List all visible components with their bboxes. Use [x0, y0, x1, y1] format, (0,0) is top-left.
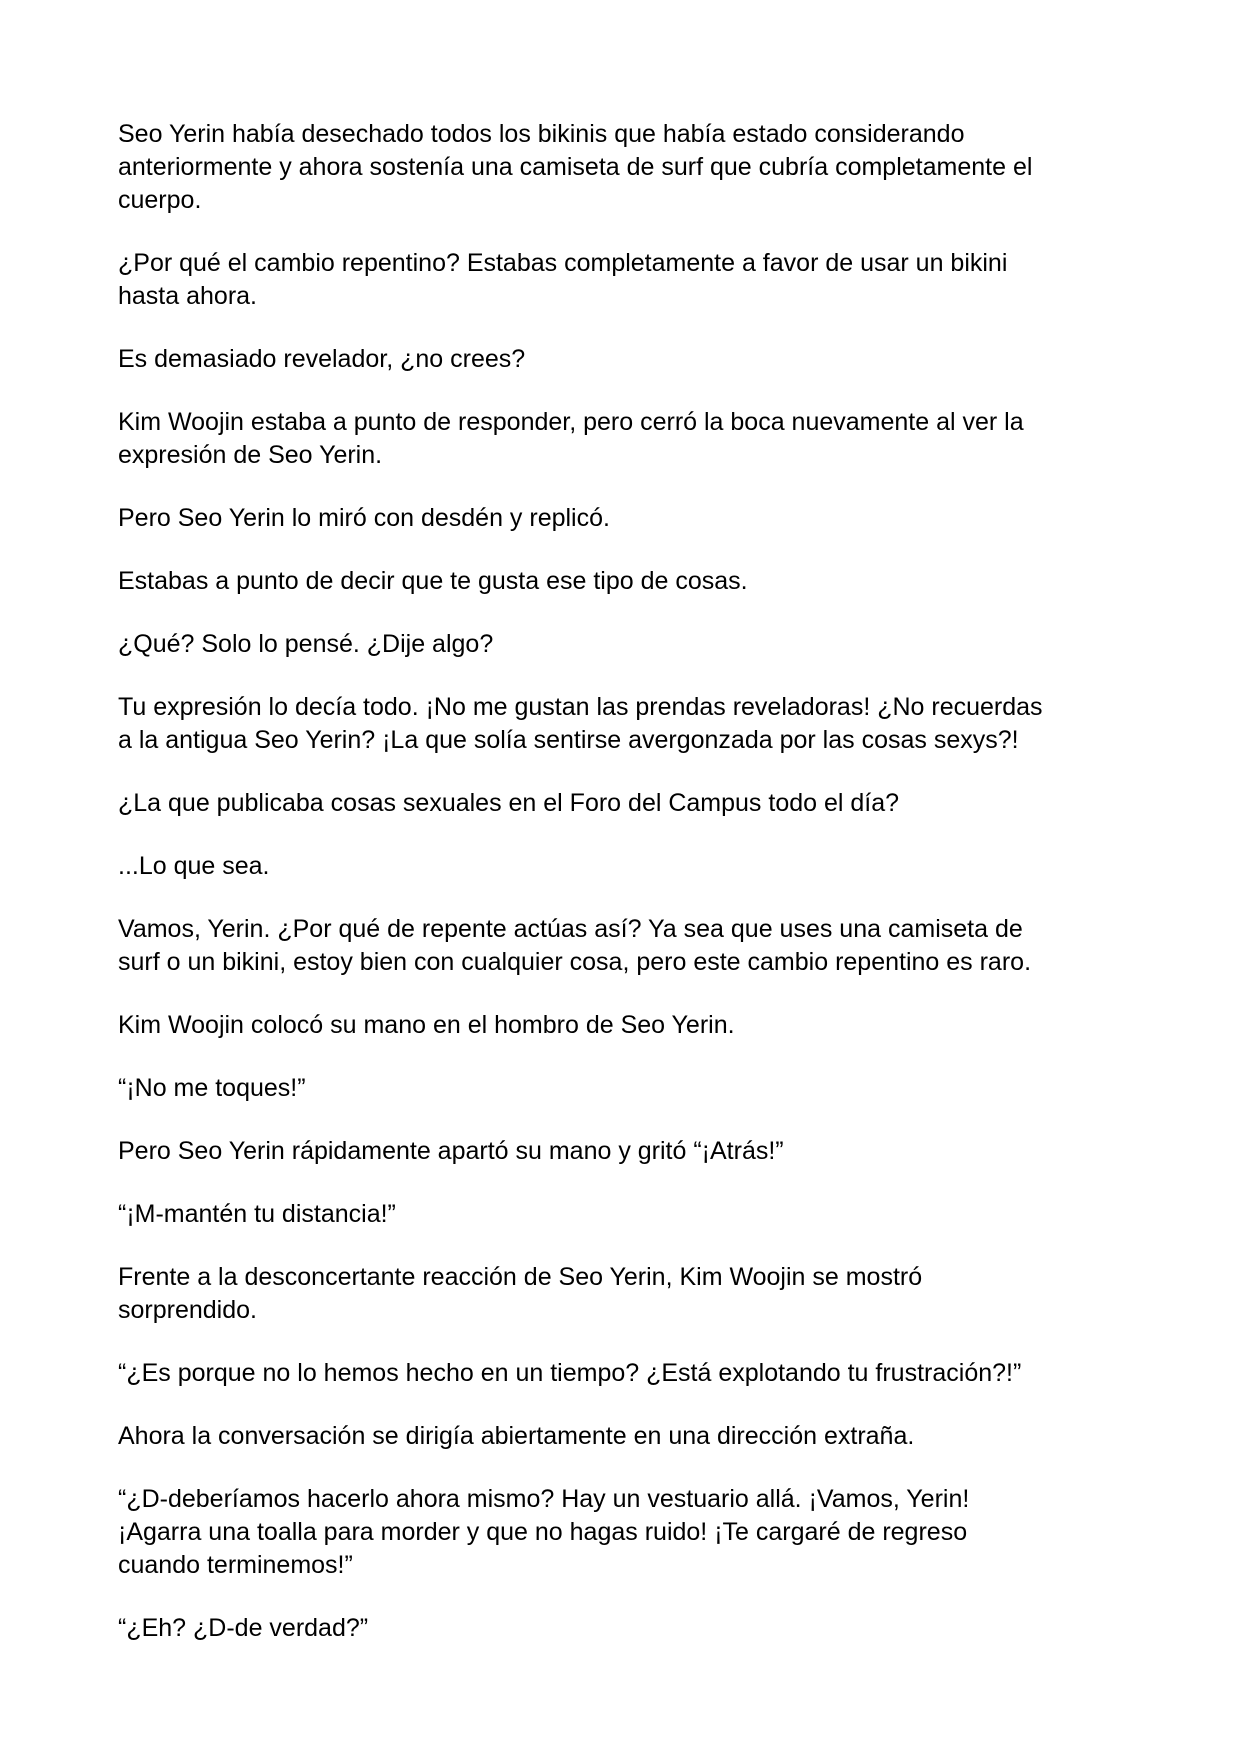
- paragraph: Ahora la conversación se dirigía abiertamente en una dirección extraña.: [118, 1422, 915, 1450]
- paragraph: Pero Seo Yerin rápidamente apartó su mano y gritó “¡Atrás!”: [118, 1137, 784, 1165]
- paragraph: Pero Seo Yerin lo miró con desdén y replicó.: [118, 504, 610, 532]
- paragraph: ¿La que publicaba cosas sexuales en el Foro del Campus todo el día?: [118, 789, 900, 817]
- paragraph: Es demasiado revelador, ¿no crees?: [118, 345, 526, 373]
- paragraph: “¿D-deberíamos hacerlo ahora mismo? Hay un vestuario allá. ¡Vamos, Yerin! ¡Agarra una toalla para morder y que no hagas ruido! ¡Te cargaré de regreso cuando terminemos!”: [118, 1485, 970, 1579]
- paragraph: Kim Woojin estaba a punto de responder, pero cerró la boca nuevamente al ver la expresión de Seo Yerin.: [118, 408, 1024, 469]
- paragraph: Vamos, Yerin. ¿Por qué de repente actúas así? Ya sea que uses una camiseta de surf o un bikini, estoy bien con cualquier cosa, pero este cambio repentino es raro.: [118, 915, 1032, 976]
- document-page: [118, 118, 1138, 1675]
- paragraph: “¡M-mantén tu distancia!”: [118, 1200, 396, 1228]
- paragraph: ¿Por qué el cambio repentino? Estabas completamente a favor de usar un bikini hasta ahora.: [118, 249, 1008, 310]
- paragraph: “¿Eh? ¿D-de verdad?”: [118, 1614, 369, 1642]
- paragraph: Estabas a punto de decir que te gusta ese tipo de cosas.: [118, 567, 748, 595]
- paragraph: ...Lo que sea.: [118, 852, 270, 880]
- paragraph: “¡No me toques!”: [118, 1074, 306, 1102]
- paragraph: Frente a la desconcertante reacción de Seo Yerin, Kim Woojin se mostró sorprendido.: [118, 1263, 923, 1324]
- paragraph: Kim Woojin colocó su mano en el hombro de Seo Yerin.: [118, 1011, 735, 1039]
- paragraph: ¿Qué? Solo lo pensé. ¿Dije algo?: [118, 630, 494, 658]
- paragraph: “¿Es porque no lo hemos hecho en un tiempo? ¿Está explotando tu frustración?!”: [118, 1359, 1022, 1387]
- paragraph: Seo Yerin había desechado todos los bikinis que había estado considerando anteriormente y ahora sostenía una camiseta de surf que cubría completamente el cuerpo.: [118, 120, 1033, 214]
- paragraph: Tu expresión lo decía todo. ¡No me gustan las prendas reveladoras! ¿No recuerdas a la antigua Seo Yerin? ¡La que solía sentirse avergonzada por las cosas sexys?!: [118, 693, 1043, 754]
